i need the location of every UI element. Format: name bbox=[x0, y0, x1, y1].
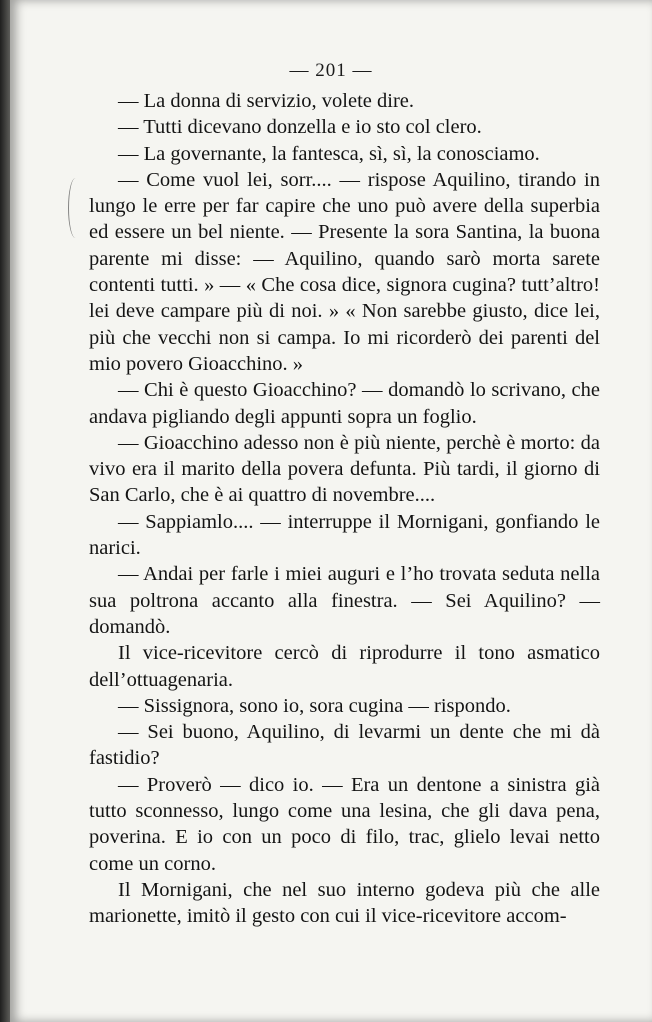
paragraph: — Sei buono, Aquilino, di levarmi un dente che mi dà fastidio? bbox=[89, 721, 600, 770]
paragraph: — Sissignora, sono io, sora cugina — rispondo. bbox=[118, 694, 511, 717]
page-number: — 201 — bbox=[289, 60, 373, 81]
book-page bbox=[10, 0, 652, 1022]
paragraph: — Proverò — dico io. — Era un dentone a sinistra già tutto sconnesso, lungo come una lesina, che gli dava pena, poverina. E io con un poco di filo, trac, glielo levai netto come un corno. bbox=[89, 773, 600, 875]
margin-pencil-mark bbox=[68, 178, 83, 238]
paragraph: — La donna di servizio, volete dire. bbox=[118, 90, 415, 112]
paragraph: — Gioacchino adesso non è più niente, perchè è morto: da vivo era il marito della povera defunta. Più tardi, il giorno di San Carlo, che è ai quattro di novembre.... bbox=[89, 431, 600, 507]
body-text bbox=[89, 88, 600, 930]
paragraph: Il vice-ricevitore cercò di riprodurre il tono asmatico dell’ottuagenaria. bbox=[89, 642, 600, 691]
paragraph: — Andai per farle i miei auguri e l’ho trovata seduta nella sua poltrona accanto alla finestra. — Sei Aquilino? — domandò. bbox=[89, 563, 600, 638]
paragraph: — La governante, la fantesca, sì, sì, la conosciamo. bbox=[118, 142, 540, 165]
paragraph: — Tutti dicevano donzella e io sto col clero. bbox=[118, 116, 482, 139]
paragraph: Il Mornigani, che nel suo interno godeva più che alle marionette, imitò il gesto con cui il vice-ricevitore accom- bbox=[89, 878, 600, 928]
paragraph: — Sappiamlo.... — interruppe il Mornigani, gonfiando le narici. bbox=[89, 510, 600, 560]
paragraph: — Chi è questo Gioacchino? — domandò lo scrivano, che andava pigliando degli appunti sopra un foglio. bbox=[89, 379, 600, 428]
book-spine-shadow bbox=[0, 0, 10, 1022]
paragraph: — Come vuol lei, sorr.... — rispose Aquilino, tirando in lungo le erre per far capire che uno può avere della superbia ed essere un bel niente. — Presente la sora Santina, la buona parente mi disse: — Aquilino, quando sarò morta sarete contenti tutti. » — « Che cosa dice, signora cugina? tutt’altro! lei deve campare più di noi. » « Non sarebbe giusto, dice lei, più che vecchi non si campa. Io mi ricorderò dei parenti del mio povero Gioacchino. » bbox=[89, 168, 600, 375]
